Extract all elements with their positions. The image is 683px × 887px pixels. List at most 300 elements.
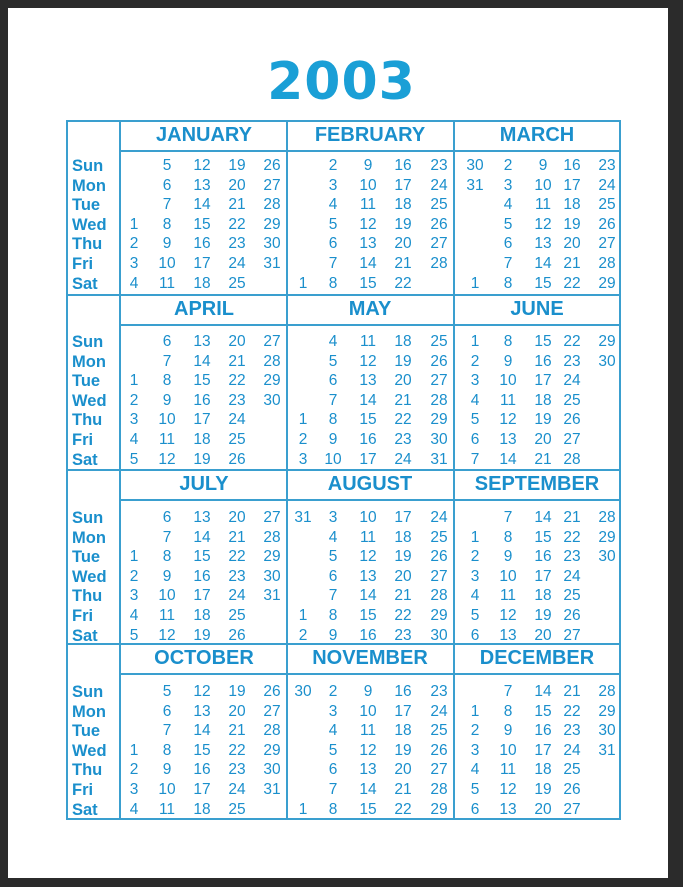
date-cell: 20	[228, 176, 246, 194]
date-cell: 16	[193, 391, 211, 409]
date-cell: 13	[359, 761, 377, 779]
date-cell: 20	[563, 235, 581, 253]
date-cell: 29	[430, 800, 448, 818]
date-cell: 27	[263, 509, 281, 526]
date-cell: 25	[228, 800, 246, 818]
date-cell: 10	[359, 509, 377, 526]
month-title-rule	[287, 673, 453, 675]
day-name-label: Thu	[72, 761, 103, 780]
date-cell: 8	[328, 607, 338, 624]
date-cell: 23	[563, 548, 581, 566]
date-cell: 1	[129, 215, 139, 233]
date-cell: 23	[563, 722, 581, 740]
day-name-label: Sun	[72, 157, 104, 175]
date-cell: 6	[470, 431, 480, 448]
day-name-label: Mon	[72, 176, 106, 195]
date-cell: 3	[129, 255, 139, 272]
day-name-label: Mon	[72, 352, 106, 371]
date-cell: 19	[193, 450, 211, 468]
date-cell: 27	[563, 626, 581, 644]
date-cell: 25	[430, 722, 448, 740]
date-cell: 3	[470, 372, 480, 390]
day-name-label: Fri	[72, 781, 94, 799]
date-cell: 22	[394, 274, 412, 292]
date-cell: 22	[563, 528, 581, 546]
date-cell: 1	[298, 607, 308, 624]
date-cell: 13	[359, 372, 377, 390]
date-cell: 17	[563, 176, 581, 194]
date-cell: 26	[430, 215, 448, 233]
date-cell: 1	[470, 274, 480, 292]
date-cell: 20	[228, 509, 246, 526]
date-cell: 15	[359, 607, 377, 624]
month-title: JUNE	[510, 298, 564, 320]
date-cell: 13	[193, 176, 211, 194]
date-cell: 13	[534, 235, 552, 253]
day-name-label: Thu	[72, 235, 103, 254]
date-cell: 7	[328, 781, 338, 798]
month-title-rule	[287, 499, 453, 501]
date-cell: 1	[129, 548, 139, 566]
date-cell: 15	[193, 215, 211, 233]
month-title-rule	[121, 499, 287, 501]
date-cell: 19	[394, 215, 412, 233]
date-cell: 17	[193, 587, 211, 605]
date-cell: 17	[193, 781, 211, 798]
date-cell: 2	[129, 567, 139, 585]
date-cell: 28	[263, 722, 281, 740]
date-cell: 19	[228, 683, 246, 700]
date-cell: 28	[430, 781, 448, 798]
date-cell: 7	[328, 587, 338, 605]
date-cell: 22	[563, 333, 581, 350]
date-cell: 13	[193, 333, 211, 350]
date-cell: 15	[534, 528, 552, 546]
date-cell: 26	[430, 741, 448, 759]
date-cell: 6	[162, 333, 172, 350]
date-cell: 26	[430, 548, 448, 566]
date-cell: 25	[228, 607, 246, 624]
date-cell: 11	[158, 431, 176, 448]
date-cell: 25	[598, 196, 616, 214]
date-cell: 9	[162, 761, 172, 779]
date-cell: 14	[499, 450, 517, 468]
date-cell: 8	[328, 411, 338, 429]
date-cell: 15	[193, 548, 211, 566]
date-cell: 11	[359, 528, 377, 546]
date-cell: 2	[328, 683, 338, 700]
date-cell: 21	[228, 352, 246, 370]
date-cell: 28	[430, 255, 448, 272]
day-name-label: Sat	[72, 626, 98, 645]
date-cell: 8	[162, 215, 172, 233]
date-cell: 4	[328, 333, 338, 350]
date-cell: 4	[328, 722, 338, 740]
date-cell: 5	[162, 683, 172, 700]
date-cell: 7	[162, 196, 172, 214]
date-cell: 8	[162, 741, 172, 759]
date-cell: 18	[193, 431, 211, 448]
date-cell: 21	[563, 255, 581, 272]
date-cell: 9	[363, 683, 373, 700]
date-cell: 14	[534, 509, 552, 526]
date-cell: 14	[359, 391, 377, 409]
date-cell: 12	[158, 450, 176, 468]
date-cell: 10	[534, 176, 552, 194]
date-cell: 31	[598, 741, 616, 759]
date-cell: 17	[394, 702, 412, 720]
date-cell: 11	[534, 196, 552, 214]
month-title-rule	[121, 324, 287, 326]
date-cell: 12	[193, 683, 211, 700]
date-cell: 19	[394, 548, 412, 566]
date-cell: 29	[598, 702, 616, 720]
date-cell: 18	[394, 528, 412, 546]
date-cell: 15	[359, 800, 377, 818]
date-cell: 24	[228, 781, 246, 798]
day-name-label: Fri	[72, 255, 94, 273]
date-cell: 12	[359, 352, 377, 370]
date-cell: 6	[328, 372, 338, 390]
year-title: 2003	[267, 52, 416, 112]
date-cell: 18	[534, 761, 552, 779]
date-cell: 18	[193, 607, 211, 624]
date-cell: 14	[193, 352, 211, 370]
date-cell: 15	[534, 333, 552, 350]
date-cell: 22	[394, 800, 412, 818]
date-cell: 19	[228, 157, 246, 174]
date-cell: 1	[298, 800, 308, 818]
date-cell: 6	[162, 176, 172, 194]
date-cell: 1	[129, 372, 139, 390]
date-cell: 12	[499, 781, 517, 798]
date-cell: 29	[430, 411, 448, 429]
date-cell: 28	[263, 528, 281, 546]
date-cell: 3	[503, 176, 513, 194]
date-cell: 1	[298, 411, 308, 429]
date-cell: 27	[563, 431, 581, 448]
month-title: DECEMBER	[479, 647, 595, 669]
date-cell: 18	[534, 391, 552, 409]
date-cell: 7	[503, 255, 513, 272]
date-cell: 30	[263, 391, 281, 409]
date-cell: 18	[394, 333, 412, 350]
date-cell: 31	[263, 781, 281, 798]
date-cell: 29	[598, 528, 616, 546]
day-name-label: Mon	[72, 702, 106, 721]
date-cell: 26	[430, 352, 448, 370]
date-cell: 16	[193, 235, 211, 253]
date-cell: 11	[359, 722, 377, 740]
date-cell: 23	[430, 683, 448, 700]
date-cell: 16	[534, 352, 552, 370]
date-cell: 24	[563, 741, 581, 759]
date-cell: 2	[470, 722, 480, 740]
date-cell: 26	[228, 450, 246, 468]
date-cell: 25	[563, 391, 581, 409]
date-cell: 5	[470, 607, 480, 624]
date-cell: 22	[228, 215, 246, 233]
date-cell: 6	[328, 761, 338, 779]
date-cell: 3	[328, 176, 338, 194]
date-cell: 10	[324, 450, 342, 468]
date-cell: 21	[563, 509, 581, 526]
month-title: OCTOBER	[154, 647, 254, 669]
date-cell: 17	[394, 176, 412, 194]
date-cell: 17	[193, 411, 211, 429]
date-cell: 7	[503, 683, 513, 700]
day-name-label: Wed	[72, 741, 107, 760]
date-cell: 27	[430, 235, 448, 253]
date-cell: 20	[534, 626, 552, 644]
date-cell: 30	[294, 683, 312, 700]
date-cell: 9	[162, 235, 172, 253]
month-title: MARCH	[499, 124, 575, 146]
date-cell: 13	[499, 800, 517, 818]
date-cell: 10	[499, 567, 517, 585]
day-name-label: Tue	[72, 372, 101, 391]
date-cell: 22	[228, 372, 246, 390]
date-cell: 16	[193, 567, 211, 585]
date-cell: 30	[263, 567, 281, 585]
date-cell: 6	[328, 235, 338, 253]
date-cell: 12	[359, 741, 377, 759]
date-cell: 23	[598, 157, 616, 174]
date-cell: 9	[503, 722, 513, 740]
date-cell: 5	[328, 215, 338, 233]
date-cell: 8	[162, 548, 172, 566]
date-cell: 1	[298, 274, 308, 292]
date-cell: 20	[394, 761, 412, 779]
date-cell: 19	[193, 626, 211, 644]
date-cell: 16	[534, 548, 552, 566]
date-cell: 3	[129, 781, 139, 798]
date-cell: 30	[598, 352, 616, 370]
date-cell: 31	[294, 509, 312, 526]
date-cell: 24	[228, 587, 246, 605]
month-title-rule	[454, 499, 620, 501]
date-cell: 14	[534, 683, 552, 700]
day-name-label: Sat	[72, 800, 98, 819]
date-cell: 5	[129, 626, 139, 644]
date-cell: 7	[470, 450, 480, 468]
date-cell: 24	[598, 176, 616, 194]
date-cell: 4	[470, 761, 480, 779]
date-cell: 13	[193, 509, 211, 526]
date-cell: 7	[328, 255, 338, 272]
date-cell: 26	[263, 683, 281, 700]
date-cell: 14	[359, 587, 377, 605]
date-cell: 23	[563, 352, 581, 370]
date-cell: 2	[129, 761, 139, 779]
date-cell: 15	[193, 741, 211, 759]
date-cell: 21	[394, 255, 412, 272]
date-cell: 22	[563, 702, 581, 720]
date-cell: 23	[228, 761, 246, 779]
date-cell: 30	[598, 548, 616, 566]
month-title: NOVEMBER	[312, 647, 428, 669]
date-cell: 11	[359, 333, 377, 350]
month-title: JULY	[179, 473, 229, 495]
date-cell: 4	[503, 196, 513, 214]
date-cell: 13	[359, 567, 377, 585]
date-cell: 16	[394, 683, 412, 700]
date-cell: 27	[263, 333, 281, 350]
date-cell: 22	[228, 741, 246, 759]
date-cell: 25	[563, 761, 581, 779]
date-cell: 31	[430, 450, 448, 468]
block-separator	[66, 294, 621, 296]
month-title: JANUARY	[156, 124, 252, 146]
date-cell: 2	[503, 157, 513, 174]
date-cell: 2	[470, 352, 480, 370]
month-title-rule	[287, 150, 453, 152]
date-cell: 26	[263, 157, 281, 174]
date-cell: 2	[470, 548, 480, 566]
date-cell: 17	[534, 372, 552, 390]
date-cell: 30	[430, 626, 448, 644]
date-cell: 14	[359, 781, 377, 798]
date-cell: 17	[534, 741, 552, 759]
month-title-rule	[121, 150, 287, 152]
date-cell: 24	[228, 411, 246, 429]
date-cell: 29	[598, 274, 616, 292]
day-name-label: Tue	[72, 196, 101, 215]
date-cell: 15	[359, 411, 377, 429]
date-cell: 22	[228, 548, 246, 566]
date-cell: 4	[129, 800, 139, 818]
date-cell: 11	[158, 607, 176, 624]
date-cell: 19	[534, 607, 552, 624]
date-cell: 31	[263, 255, 281, 272]
date-cell: 10	[359, 702, 377, 720]
date-cell: 5	[470, 781, 480, 798]
date-cell: 7	[162, 722, 172, 740]
date-cell: 14	[193, 528, 211, 546]
date-cell: 11	[499, 587, 517, 605]
date-cell: 15	[534, 702, 552, 720]
day-name-label: Wed	[72, 567, 107, 586]
date-cell: 30	[598, 722, 616, 740]
day-name-label: Thu	[72, 411, 103, 430]
date-cell: 25	[563, 587, 581, 605]
date-cell: 12	[534, 215, 552, 233]
date-cell: 25	[430, 196, 448, 214]
date-cell: 1	[470, 528, 480, 546]
date-cell: 26	[563, 781, 581, 798]
day-name-label: Fri	[72, 607, 94, 625]
month-title: AUGUST	[327, 473, 413, 495]
date-cell: 28	[598, 683, 616, 700]
date-cell: 12	[158, 626, 176, 644]
date-cell: 19	[534, 781, 552, 798]
date-cell: 29	[263, 548, 281, 566]
date-cell: 24	[430, 509, 448, 526]
date-cell: 23	[228, 235, 246, 253]
date-cell: 1	[470, 702, 480, 720]
date-cell: 13	[193, 702, 211, 720]
date-cell: 23	[228, 567, 246, 585]
date-cell: 9	[162, 391, 172, 409]
date-cell: 24	[430, 702, 448, 720]
date-cell: 29	[598, 333, 616, 350]
date-cell: 12	[359, 215, 377, 233]
month-title-rule	[454, 150, 620, 152]
date-cell: 20	[394, 567, 412, 585]
date-cell: 13	[359, 235, 377, 253]
date-cell: 13	[499, 431, 517, 448]
date-cell: 6	[328, 567, 338, 585]
month-title-rule	[287, 324, 453, 326]
date-cell: 17	[193, 255, 211, 272]
day-name-label: Tue	[72, 722, 101, 741]
date-cell: 22	[563, 274, 581, 292]
date-cell: 17	[534, 567, 552, 585]
date-cell: 15	[193, 372, 211, 390]
date-cell: 24	[563, 567, 581, 585]
date-cell: 16	[359, 431, 377, 448]
date-cell: 5	[328, 741, 338, 759]
date-cell: 30	[466, 157, 484, 174]
date-cell: 12	[359, 548, 377, 566]
date-cell: 2	[298, 626, 308, 644]
date-cell: 30	[430, 431, 448, 448]
date-cell: 9	[328, 626, 338, 644]
date-cell: 23	[430, 157, 448, 174]
date-cell: 27	[263, 702, 281, 720]
date-cell: 9	[503, 548, 513, 566]
date-cell: 22	[394, 411, 412, 429]
date-cell: 7	[328, 391, 338, 409]
block-separator	[66, 469, 621, 471]
date-cell: 3	[129, 411, 139, 429]
date-cell: 30	[263, 235, 281, 253]
date-cell: 18	[394, 722, 412, 740]
date-cell: 5	[470, 411, 480, 429]
date-cell: 4	[470, 391, 480, 409]
date-cell: 6	[162, 702, 172, 720]
date-cell: 20	[394, 372, 412, 390]
day-name-label: Sat	[72, 450, 98, 469]
date-cell: 2	[328, 157, 338, 174]
date-cell: 18	[563, 196, 581, 214]
date-cell: 6	[470, 626, 480, 644]
date-cell: 27	[563, 800, 581, 818]
date-cell: 30	[263, 761, 281, 779]
date-cell: 18	[193, 800, 211, 818]
date-cell: 24	[430, 176, 448, 194]
date-cell: 14	[193, 722, 211, 740]
date-cell: 10	[158, 781, 176, 798]
date-cell: 11	[499, 761, 517, 779]
date-cell: 27	[263, 176, 281, 194]
date-cell: 11	[158, 800, 176, 818]
day-name-label: Wed	[72, 391, 107, 410]
month-title: MAY	[348, 298, 392, 320]
date-cell: 6	[162, 509, 172, 526]
date-cell: 21	[534, 450, 552, 468]
date-cell: 1	[129, 741, 139, 759]
date-cell: 18	[534, 587, 552, 605]
date-cell: 2	[129, 235, 139, 253]
date-cell: 29	[430, 607, 448, 624]
date-cell: 28	[263, 196, 281, 214]
date-cell: 16	[359, 626, 377, 644]
date-cell: 29	[263, 741, 281, 759]
date-cell: 12	[499, 411, 517, 429]
date-cell: 2	[298, 431, 308, 448]
day-name-label: Sun	[72, 509, 104, 527]
